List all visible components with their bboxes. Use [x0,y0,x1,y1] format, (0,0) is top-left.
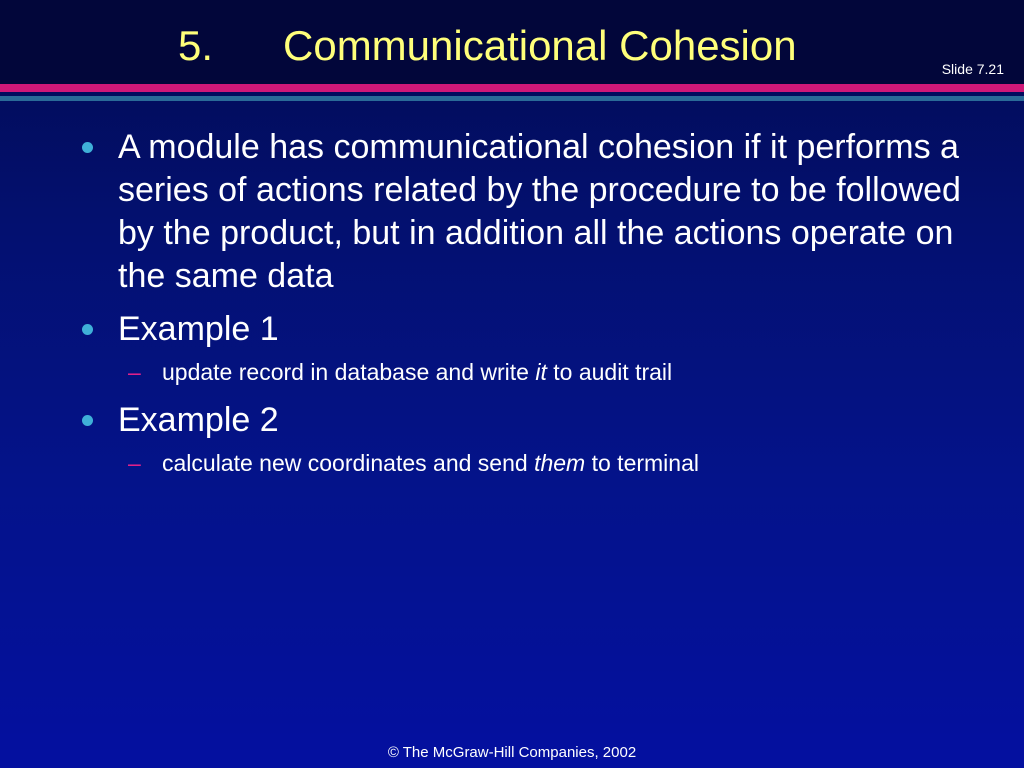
magenta-divider [0,84,1024,92]
slide-content [78,126,978,478]
bullet-example-2 [78,399,978,442]
dash-icon: – [128,359,141,385]
sub-bullet-emphasis: it [535,359,547,385]
copyright-footer: © The McGraw-Hill Companies, 2002 [387,744,637,761]
sub-bullet-text-after: to terminal [585,450,699,476]
sub-bullet-text-before: calculate new coordinates and send [162,450,535,476]
bullet-text: Example 2 [118,401,279,439]
slide-title: Communicational Cohesion [283,22,797,69]
sub-bullet-emphasis: them [534,450,586,476]
slide-number: Slide 7.21 [941,61,1004,77]
dash-icon: – [128,450,141,476]
bullet-example-1 [78,308,978,351]
bullet-text: Example 1 [118,310,279,348]
bullet-text: A module has communicational cohesion if it performs a series of actions related by the procedure to be followed by the product, but in addition all the actions operate on the same data [118,128,961,295]
bullet-dot-icon [82,142,93,153]
sub-bullet-example-1 [78,357,978,387]
title-bar [0,0,1024,84]
sub-bullet-text-after: to audit trail [546,359,673,385]
bullet-definition [78,126,978,298]
title-number: 5. [178,22,214,69]
sub-bullet-text-before: update record in database and write [162,359,536,385]
teal-divider [0,96,1024,101]
sub-bullet-example-2 [78,448,978,478]
bullet-dot-icon [82,324,93,335]
bullet-dot-icon [82,415,93,426]
